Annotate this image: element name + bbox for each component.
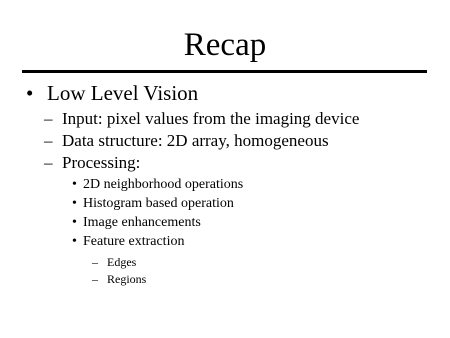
bullet-marker: • xyxy=(72,234,77,249)
sub-bullet-text: Data structure: 2D array, homogeneous xyxy=(62,131,329,150)
title-divider xyxy=(22,70,427,73)
list-item-text: Regions xyxy=(107,272,147,286)
bullet-marker: • xyxy=(72,215,77,230)
dash-marker: – xyxy=(44,153,53,172)
bullet-marker: • xyxy=(26,81,34,105)
bullet-marker: • xyxy=(72,177,77,192)
dash-marker: – xyxy=(92,255,98,269)
bullet-text: Low Level Vision xyxy=(47,81,199,105)
list-item-text: Feature extraction xyxy=(83,234,185,249)
list-item-text: 2D neighborhood operations xyxy=(83,177,244,192)
list-item-text: Histogram based operation xyxy=(83,196,234,211)
dash-marker: – xyxy=(92,272,98,286)
list-item-text: Image enhancements xyxy=(83,215,201,230)
sub-bullet-text: Processing: xyxy=(62,153,141,172)
dash-marker: – xyxy=(44,131,53,150)
slide-title: Recap xyxy=(183,27,267,63)
bullet-marker: • xyxy=(72,196,77,211)
dash-marker: – xyxy=(44,109,53,128)
sub-bullet-text: Input: pixel values from the imaging device xyxy=(62,109,360,128)
list-item-text: Edges xyxy=(107,255,137,269)
